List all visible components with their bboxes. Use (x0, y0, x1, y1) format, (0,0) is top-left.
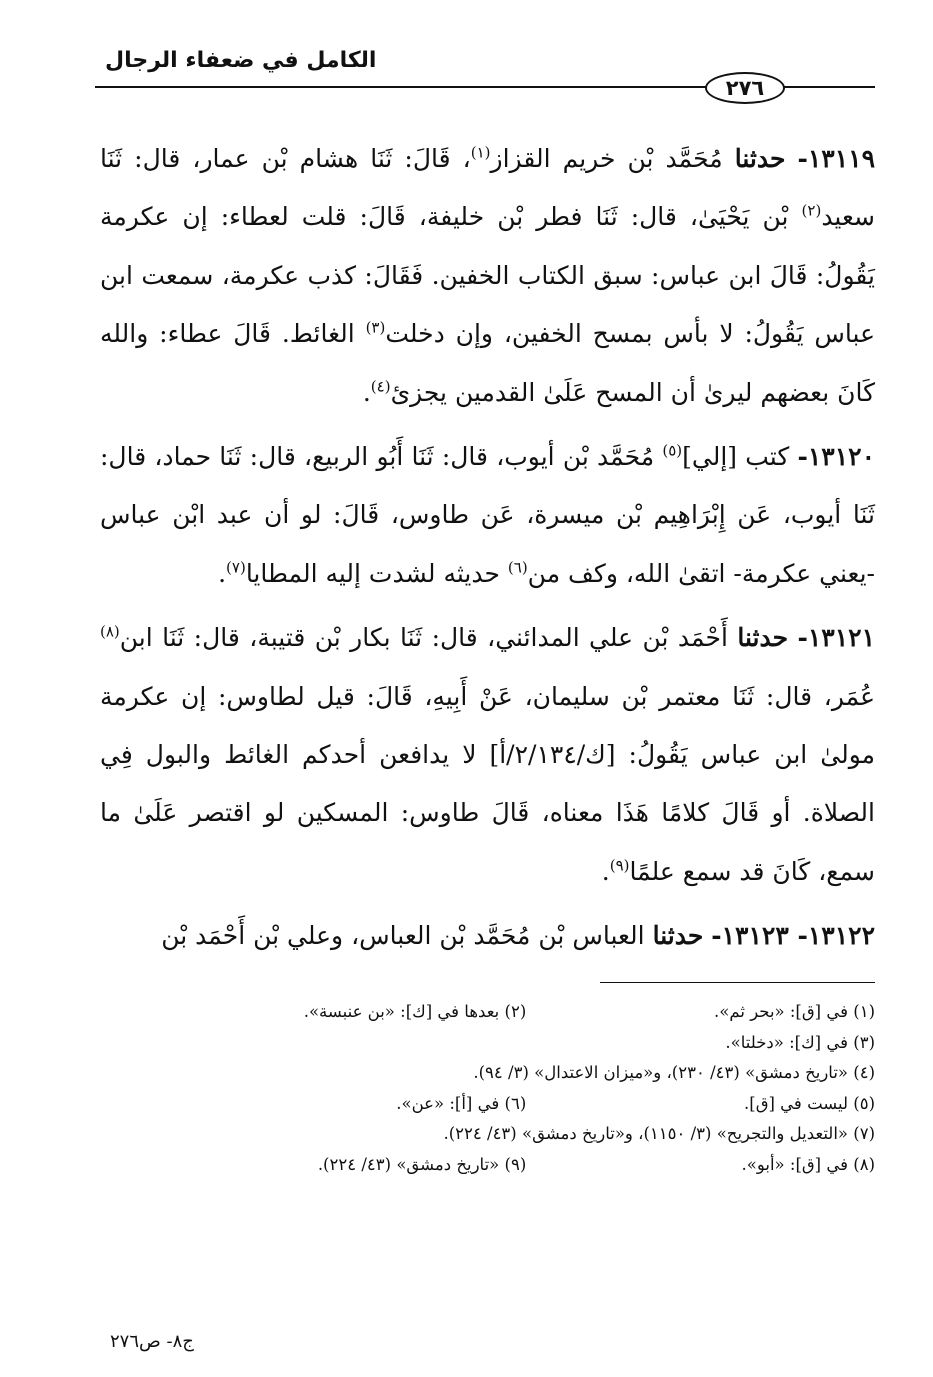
entry-text: حديثه لشدت إليه المطايا (245, 558, 508, 588)
footnote-2: (٢) بعدها في [ك]: «بن عنبسة». (303, 1002, 527, 1021)
entry-text: . (362, 377, 371, 407)
entry-text: ، قَالَ: ثَنَا هشام بْن عمار، قال: ثَنَا سعيد (100, 144, 875, 232)
footnote-5: (٥) ليست في [ق]. (744, 1093, 875, 1113)
entry-number: ١٣١١٩- (797, 144, 875, 173)
footnote-ref: (٥) (662, 441, 683, 460)
footnote-3: (٣) في [ك]: «دخلتا». (725, 1032, 875, 1052)
entry-text: الغائط. قَالَ عطاء: والله كَانَ بعضهم ليرىٰ أن المسح عَلَىٰ القدمين يجزئ (100, 319, 875, 407)
footnotes (100, 997, 875, 1181)
entry-text: العباس بْن مُحَمَّد بْن العباس، وعلي بْن أَحْمَد بْن (161, 921, 653, 951)
entry-lead: حدثنا (737, 623, 789, 653)
running-title: الكامل في ضعفاء الرجال (105, 48, 377, 73)
footnote-1: (١) في [ق]: «بحر ثم». (714, 1002, 875, 1021)
footnote-ref: (٩) (609, 856, 630, 875)
footnote-row (100, 1150, 875, 1181)
footnote-7: (٧) «التعديل والتجريح» (٣/ ١١٥٠)، و«تاريخ دمشق» (٤٣/ ٢٢٤). (443, 1124, 875, 1144)
footnote-ref: (٧) (226, 558, 246, 577)
footnote-ref: (٢) (801, 202, 822, 221)
footnote-ref: (١) (470, 143, 491, 162)
entry-text: مُحَمَّد بْن أيوب، قال: ثَنَا أَبُو الربيع، قال: ثَنَا حماد، قال: ثَنَا أيوب، عَن إِبْرَاهِيم بْن ميسرة، عَن طاوس، قَالَ: لو أن عبد ابْن عباس -يعني عكرمة- اتقىٰ الله، وكف من (100, 442, 875, 588)
footnote-ref: (٤) (370, 377, 391, 396)
hadith-13120 (100, 428, 875, 603)
entry-number: ١٣١٢٠- (797, 442, 876, 472)
entry-number: ١٣١٢١- (797, 623, 875, 653)
hadith-13122 (100, 907, 875, 965)
entry-text: عُمَر، قال: ثَنَا معتمر بْن سليمان، عَنْ أَبِيهِ، قَالَ: قيل لطاوس: إن عكرمة مولىٰ ابن عباس يَقُولُ: [ك/٢/١٣٤/أ] لا يدافعن أحدكم الغائط والبول فِي الصلاة. أو قَالَ كلامًا هَذَا معناه، قَالَ طاوس: المسكين لو اقتصر عَلَىٰ ما سمع، كَانَ قد سمع علمًا (100, 681, 876, 886)
entry-text: . (218, 558, 227, 588)
footnote-ref: (٦) (507, 558, 528, 577)
footnote-4: (٤) «تاريخ دمشق» (٤٣/ ٢٣٠)، و«ميزان الاعتدال» (٣/ ٩٤). (473, 1063, 875, 1083)
footnote-row (100, 1119, 875, 1150)
footnote-9: (٩) «تاريخ دمشق» (٤٣/ ٢٢٤). (317, 1154, 527, 1174)
footnote-6: (٦) في [أ]: «عن». (396, 1093, 527, 1113)
entry-lead: حدثنا (652, 921, 704, 951)
main-text (100, 130, 875, 972)
hadith-13119 (100, 130, 875, 422)
entry-text: بْن يَحْيَىٰ، قال: ثَنَا فطر بْن خليفة، قَالَ: قلت لعطاء: إن عكرمة يَقُولُ: قَالَ ابن عباس: سبق الكتاب الخفين. فَقَالَ: كذب عكرمة، سمعت ابن عباس يَقُولُ: لا بأس بمسح الخفين، وإن دخلت (100, 202, 875, 349)
entry-text: كتب [إلي] (682, 442, 798, 472)
entry-lead: حدثنا (734, 144, 786, 173)
footnote-ref: (٣) (365, 318, 386, 337)
footnote-row (100, 1058, 875, 1089)
entry-text: مُحَمَّد بْن خريم القزاز (490, 144, 735, 173)
entry-number: ١٣١٢٢- ١٣١٢٣- (711, 921, 875, 951)
entry-text: أَحْمَد بْن علي المدائني، قال: ثَنَا بكار بْن قتيبة، قال: ثَنَا ابن (119, 623, 738, 653)
page-number-badge: ٢٧٦ (705, 72, 785, 104)
hadith-13121 (100, 609, 875, 901)
volume-page-footer: ج٨- ص٢٧٦ (110, 1331, 194, 1352)
page-header (95, 40, 875, 100)
footnote-row (100, 1089, 875, 1120)
footnote-row (100, 1028, 875, 1059)
footnote-row (100, 997, 875, 1028)
footnote-8: (٨) في [ق]: «أبو». (741, 1154, 875, 1174)
entry-text: . (601, 856, 610, 886)
footnote-separator (600, 982, 875, 983)
footnote-ref: (٨) (100, 622, 120, 641)
